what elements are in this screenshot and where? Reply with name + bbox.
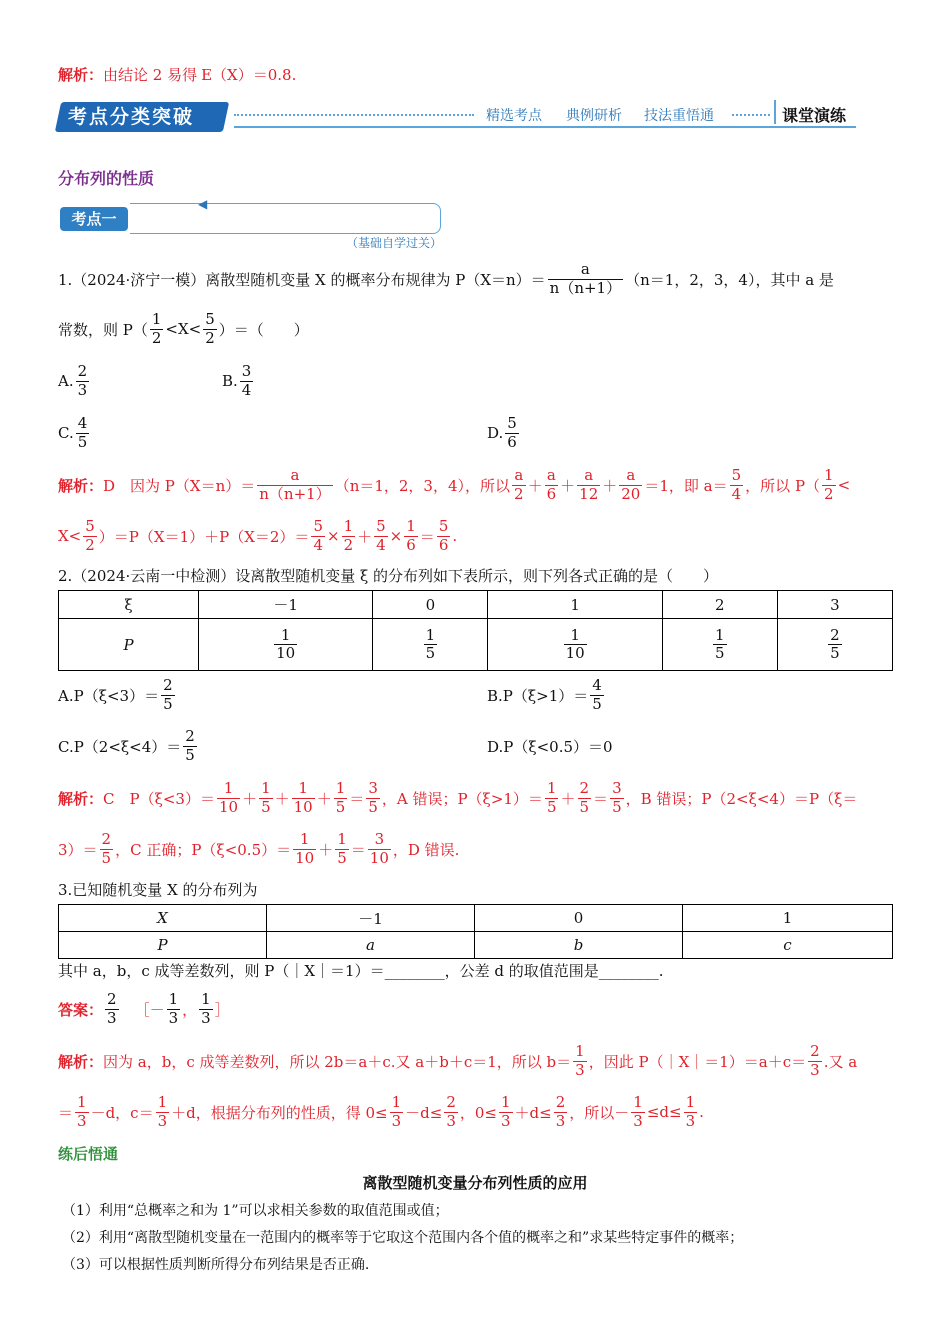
q1-option-d: D. $\frac{5}{6}$ xyxy=(487,414,517,451)
nav-jingxuan: 精选考点 xyxy=(486,108,542,124)
banner-underline xyxy=(234,126,856,128)
q1-line1 xyxy=(58,259,834,299)
q2-option-d: D.P（ξ<0.5）＝0 xyxy=(487,737,613,756)
q1-analysis-line1: 解析： D 因为 P（X＝n）＝ $\frac{a}{n(n+1)}$ （n＝1，2，3，4），所以 $\frac{a}{2}$ ＋ $\frac{a}{6}$ ＋ $\frac{a}{12}$ ＋ $\frac{a}{20}$ ＝1，即 a＝ $\frac{5}{4}$ ，所以 P（ $\frac{1}{2}$ < xyxy=(58,466,851,503)
list-item: （1）利用“总概率之和为 1”可以求相关参数的取值范围或值； xyxy=(62,1203,449,1219)
q2-option-a: A.P（ξ<3）＝ $\frac{2}{5}$ xyxy=(58,676,173,713)
q3-answer: 答案： $\frac{2}{3}$ ［－ $\frac{1}{3}$ ， $\frac{1}{3}$ ］ xyxy=(58,990,230,1027)
q2-option-b: B.P（ξ>1）＝ $\frac{4}{5}$ xyxy=(487,676,602,713)
q2-text: 2.（2024·云南一中检测）设离散型随机变量 ξ 的分布列如下表所示，则下列各式正确的是（ ） xyxy=(58,567,719,585)
nav-jifa: 技法重悟通 xyxy=(644,108,714,124)
nav-dianli: 典例研析 xyxy=(566,108,622,124)
q2-table xyxy=(58,590,893,671)
kaodian-box xyxy=(130,203,441,234)
banner-section: 课堂演练 xyxy=(782,106,847,125)
q3-analysis-line2: ＝ $\frac{1}{3}$ －d，c＝ $\frac{1}{3}$ ＋d，根据分布列的性质，得 0≤ $\frac{1}{3}$ －d≤ $\frac{2}{3}$ ，0≤ $\frac{1}{3}$ ＋d≤ $\frac{2}{3}$ ，所以－ $\frac{1}{3}$ ≤d≤ $\frac{1}{3}$ . xyxy=(58,1093,704,1130)
summary-title: 离散型随机变量分布列性质的应用 xyxy=(362,1174,588,1192)
analysis-expr: E（X）＝0.8. xyxy=(201,66,297,84)
list-item: （3）可以根据性质判断所得分布列结果是否正确. xyxy=(62,1257,370,1273)
q3-title: 3.已知随机变量 X 的分布列为 xyxy=(58,881,258,899)
table-row: ξ －1 0 1 2 3 xyxy=(59,591,893,619)
kaodian-label: 考点一 xyxy=(60,207,128,231)
analysis-label: 解析： xyxy=(58,66,104,84)
q2-analysis-line1: 解析： C P（ξ<3）＝ $\frac{1}{10}$ ＋ $\frac{1}{5}$ ＋ $\frac{1}{10}$ ＋ $\frac{1}{5}$ ＝ $\frac{3}{5}$ ，A 错误；P（ξ>1）＝ $\frac{1}{5}$ ＋ $\frac{2}{5}$ ＝ $\frac{3}{5}$ ，B 错误；P（2<ξ<4）＝P（ξ＝ xyxy=(58,779,858,816)
summary-label: 练后悟通 xyxy=(58,1145,119,1163)
arrow-icon: ◀ xyxy=(198,197,208,211)
q1-option-c: C. $\frac{4}{5}$ xyxy=(58,414,88,451)
table-row: P $\frac{1}{10}$ $\frac{1}{5}$ $\frac{1}{10}$ $\frac{1}{5}$ $\frac{2}{5}$ xyxy=(59,619,893,671)
q1-suffix: （n＝1，2，3，4），其中 a 是 xyxy=(625,270,834,289)
q2-analysis-line2: 3）＝ $\frac{2}{5}$ ，C 正确；P（ξ<0.5）＝ $\frac{1}{10}$ ＋ $\frac{1}{5}$ ＝ $\frac{3}{10}$ ，D 错误. xyxy=(58,830,460,867)
banner-divider xyxy=(774,100,776,124)
banner-dotline xyxy=(234,114,474,116)
kaodian-note: （基础自学过关） xyxy=(346,236,443,250)
q1-option-b: B. $\frac{3}{4}$ xyxy=(222,362,252,399)
q1-prefix: 1.（2024·济宁一模）离散型随机变量 X 的概率分布规律为 P（X＝n）＝ xyxy=(58,270,546,289)
analysis-text: 由结论 2 易得 xyxy=(103,66,198,84)
q1-analysis-line2: X< $\frac{5}{2}$ ）＝P（X＝1）＋P（X＝2）＝ $\frac{5}{4}$ × $\frac{1}{2}$ ＋ $\frac{5}{4}$ × $\frac{1}{6}$ ＝ $\frac{5}{6}$ . xyxy=(58,517,458,554)
banner-dotline-2 xyxy=(732,114,770,116)
top-analysis xyxy=(58,64,296,85)
q1-frac: $\frac{a}{n(n+1)}$ xyxy=(549,260,622,297)
q1-option-a: A. $\frac{2}{3}$ xyxy=(58,362,88,399)
section-title: 分布列的性质 xyxy=(58,169,155,188)
list-item: （2）利用“离散型随机变量在一范围内的概率等于它取这个范围内各个值的概率之和”求某些特定事件的概率； xyxy=(62,1230,744,1246)
table-row: X －1 0 1 xyxy=(59,905,893,932)
q3-text: 其中 a，b，c 成等差数列，则 P（｜X｜＝1）＝________，公差 d 的取值范围是________. xyxy=(58,962,664,980)
q3-table xyxy=(58,904,893,959)
section-banner-tag: 考点分类突破 xyxy=(55,102,229,132)
q1-line2: 常数，则 P（ $\frac{1}{2}$ <X< $\frac{5}{2}$ ）＝（ ） xyxy=(58,310,309,347)
q3-analysis-line1: 解析： 因为 a，b，c 成等差数列，所以 2b＝a＋c.又 a＋b＋c＝1，所以 b＝ $\frac{1}{3}$ ，因此 P（｜X｜＝1）＝a＋c＝ $\frac{2}{3}$ .又 a xyxy=(58,1042,858,1079)
table-row: P a b c xyxy=(59,932,893,959)
q2-option-c: C.P（2<ξ<4）＝ $\frac{2}{5}$ xyxy=(58,727,195,764)
